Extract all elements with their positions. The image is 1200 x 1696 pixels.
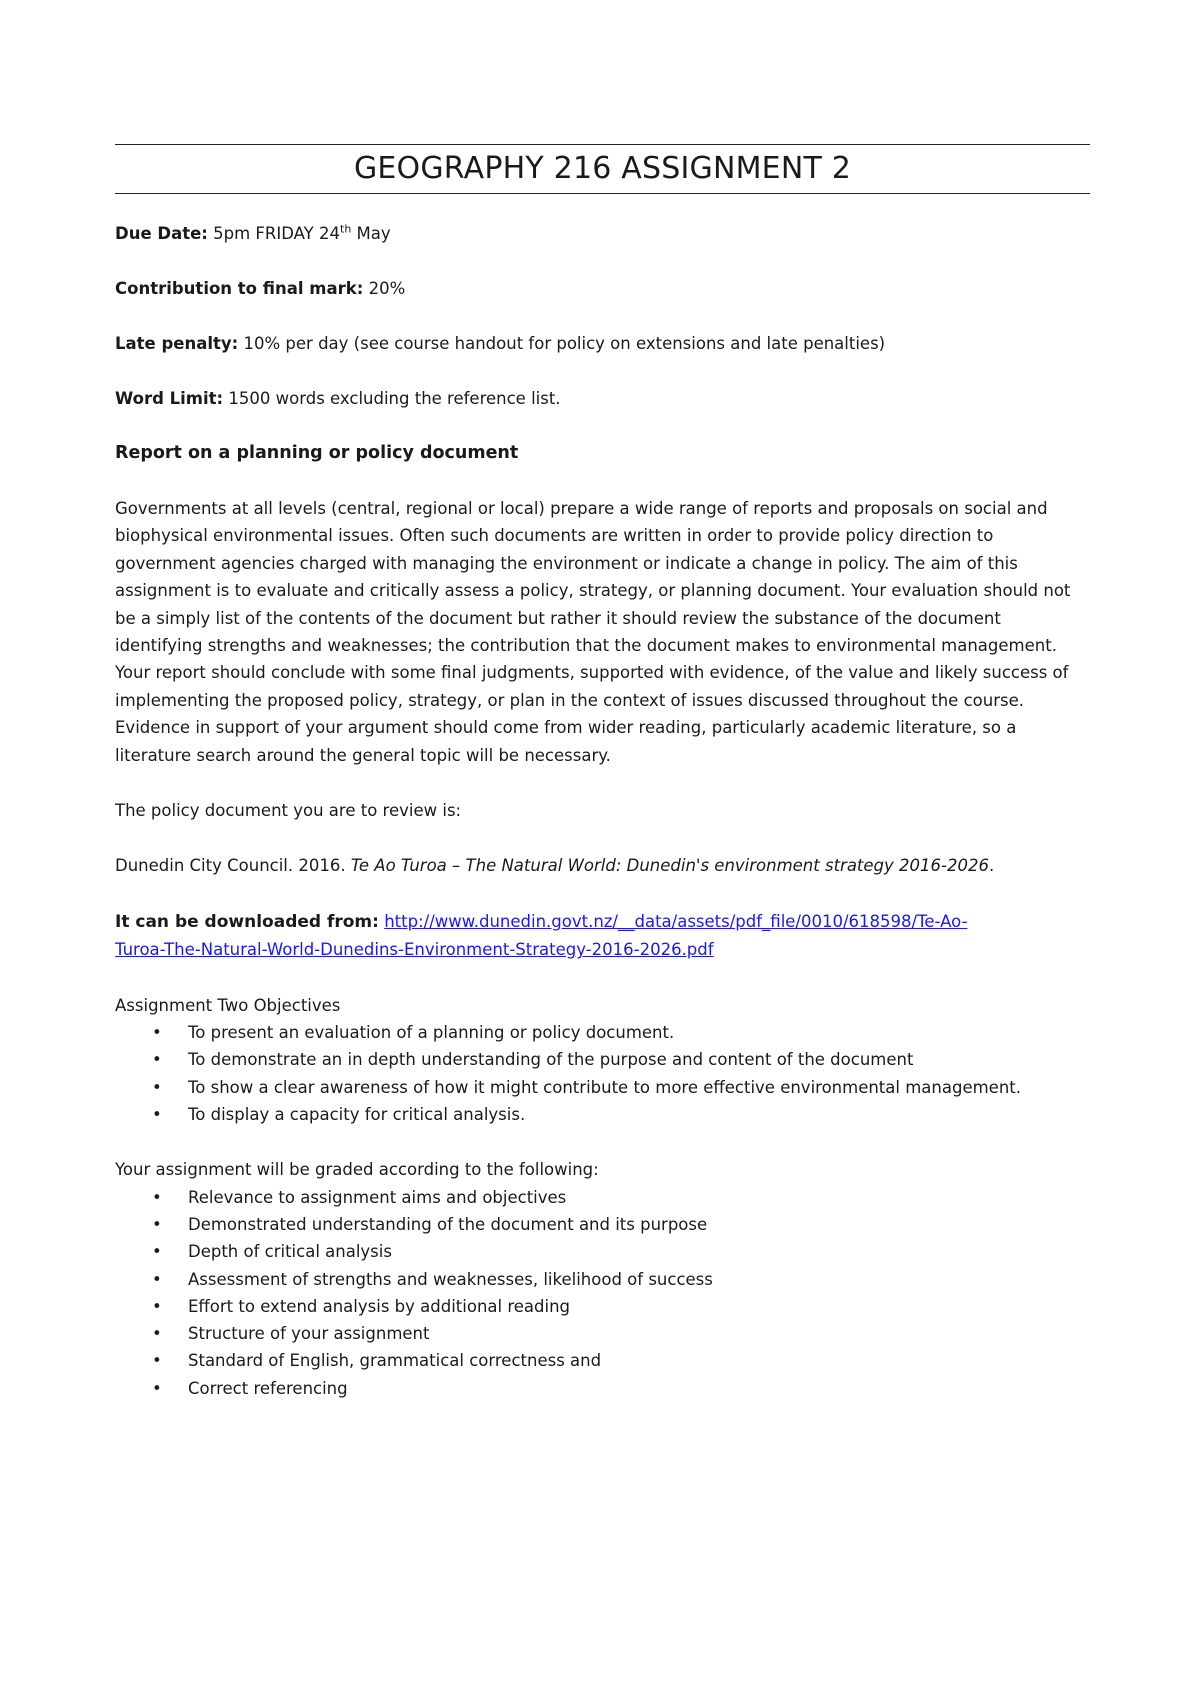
bullet-icon: • bbox=[152, 1242, 162, 1262]
late-penalty-value: 10% per day (see course handout for policy on extensions and late penalties) bbox=[238, 334, 886, 353]
document-body bbox=[115, 144, 1090, 1402]
bullet-icon: • bbox=[152, 1351, 162, 1371]
objectives-heading: Assignment Two Objectives bbox=[115, 995, 341, 1015]
review-intro: The policy document you are to review is: bbox=[115, 801, 462, 821]
list-item: • Correct referencing bbox=[115, 1375, 1090, 1402]
bullet-icon: • bbox=[152, 1187, 162, 1207]
download-url-line2: Turoa-The-Natural-World-Dunedins-Environment-Strategy-2016-2026.pdf bbox=[115, 940, 714, 960]
document-title: GEOGRAPHY 216 ASSIGNMENT 2 bbox=[353, 151, 852, 186]
word-limit-label: Word Limit: bbox=[115, 389, 224, 408]
word-limit-value: 1500 words excluding the reference list. bbox=[223, 389, 561, 408]
bullet-icon: • bbox=[152, 1269, 162, 1289]
bullet-icon: • bbox=[152, 1023, 162, 1043]
citation-title: Te Ao Turoa – The Natural World: Dunedin's environment strategy 2016-2026 bbox=[350, 856, 989, 876]
download-label: It can be downloaded from: bbox=[115, 911, 379, 932]
late-penalty-label: Late penalty: bbox=[115, 334, 239, 353]
list-item: • To present an evaluation of a planning or policy document. bbox=[115, 1019, 1090, 1046]
due-date-label: Due Date: bbox=[115, 224, 208, 243]
list-item: • Assessment of strengths and weaknesses, likelihood of success bbox=[115, 1266, 1090, 1293]
list-item: • To demonstrate an in depth understanding of the purpose and content of the document bbox=[115, 1046, 1090, 1073]
title-bottom-rule bbox=[115, 193, 1090, 194]
report-heading: Report on a planning or policy document bbox=[115, 443, 519, 463]
bullet-icon: • bbox=[152, 1214, 162, 1234]
list-item: • Depth of critical analysis bbox=[115, 1238, 1090, 1265]
grading-heading: Your assignment will be graded according to the following: bbox=[115, 1160, 599, 1180]
due-date-month: May bbox=[351, 224, 391, 243]
due-date-suffix: th bbox=[340, 222, 352, 236]
contribution-field bbox=[115, 275, 1090, 302]
citation-end: . bbox=[988, 856, 995, 876]
list-item: • Standard of English, grammatical correctness and bbox=[115, 1347, 1090, 1374]
due-date-field bbox=[115, 220, 1090, 247]
bullet-icon: • bbox=[152, 1296, 162, 1316]
download-line bbox=[115, 908, 1090, 964]
objectives-list bbox=[115, 1019, 1090, 1128]
word-limit-field bbox=[115, 385, 1090, 412]
list-item: • Structure of your assignment bbox=[115, 1320, 1090, 1347]
intro-paragraph: Governments at all levels (central, regional or local) prepare a wide range of reports and proposals on social and biophysical environmental issues. Often such documents are written in order to provide policy direction to government agencies charged with managing the environment or indicate a change in policy. The aim of this assignment is to evaluate and critically assess a policy, strategy, or planning document. Your evaluation should not be a simply list of the contents of the document but rather it should review the substance of the document identifying strengths and weaknesses; the contribution that the document makes to environmental management. Your report should conclude with some final judgments, supported with evidence, of the value and likely success of implementing the proposed policy, strategy, or plan in the context of issues discussed throughout the course. Evidence in support of your argument should come from wider reading, particularly academic literature, so a literature search around the general topic will be necessary. bbox=[115, 499, 1071, 765]
citation bbox=[115, 852, 1090, 879]
grading-list bbox=[115, 1184, 1090, 1402]
due-date-value: 5pm FRIDAY 24 bbox=[207, 224, 340, 243]
bullet-icon: • bbox=[152, 1050, 162, 1070]
download-url-line1: http://www.dunedin.govt.nz/__data/assets/pdf_file/0010/618598/Te-Ao- bbox=[384, 911, 968, 931]
list-item: • To display a capacity for critical analysis. bbox=[115, 1101, 1090, 1128]
contribution-label: Contribution to final mark: bbox=[115, 279, 364, 298]
citation-author-year: Dunedin City Council. 2016. bbox=[115, 856, 351, 876]
list-item: • Effort to extend analysis by additional reading bbox=[115, 1293, 1090, 1320]
bullet-icon: • bbox=[152, 1378, 162, 1398]
bullet-icon: • bbox=[152, 1077, 162, 1097]
bullet-icon: • bbox=[152, 1324, 162, 1344]
list-item: • To show a clear awareness of how it might contribute to more effective environmental management. bbox=[115, 1074, 1090, 1101]
list-item: • Demonstrated understanding of the document and its purpose bbox=[115, 1211, 1090, 1238]
list-item: • Relevance to assignment aims and objectives bbox=[115, 1184, 1090, 1211]
bullet-icon: • bbox=[152, 1104, 162, 1124]
contribution-value: 20% bbox=[363, 279, 406, 298]
late-penalty-field bbox=[115, 330, 1090, 357]
